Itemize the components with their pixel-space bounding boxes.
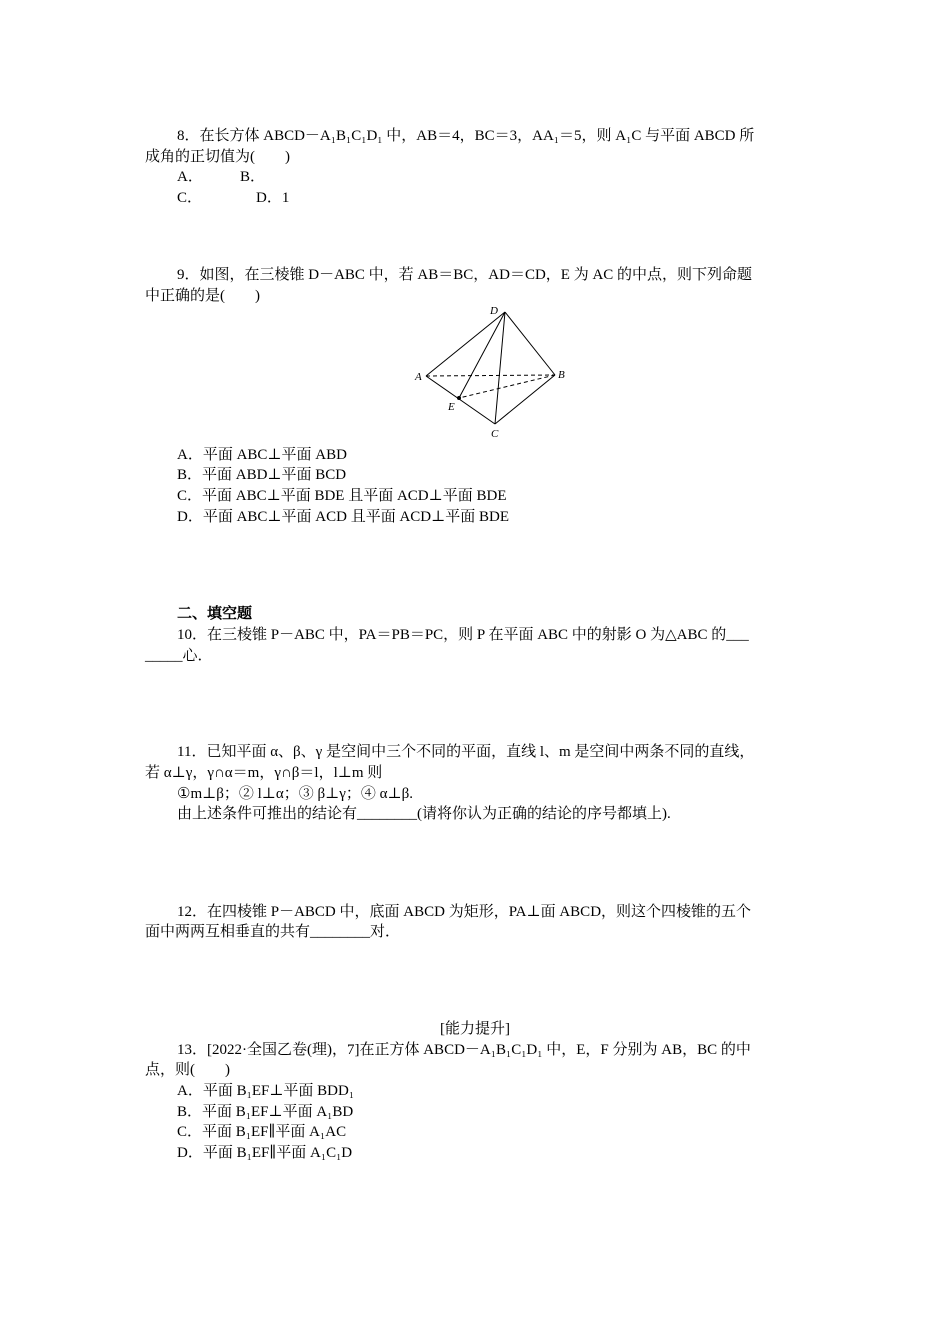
q10-line1: 10．在三棱锥 P－ABC 中，PA＝PB＝PC，则 P 在平面 ABC 中的射影 O 为△ABC 的___ xyxy=(177,627,749,643)
q13-option-a: A．平面 B₁EF⊥平面 BDD₁ xyxy=(177,1083,355,1099)
q9-option-a: A．平面 ABC⊥平面 ABD xyxy=(177,447,347,463)
q13-option-b: B．平面 B₁EF⊥平面 A₁BD xyxy=(177,1104,354,1120)
q10-line2: _____心． xyxy=(145,648,213,664)
label-b: B xyxy=(558,369,565,381)
point-e xyxy=(457,396,461,400)
section-fill-blank-title: 二、填空题 xyxy=(177,606,253,622)
q8-option-a: A． xyxy=(177,169,203,185)
q9-option-b: B．平面 ABD⊥平面 BCD xyxy=(177,467,347,483)
label-e: E xyxy=(448,401,455,413)
q8-option-d: D．1 xyxy=(256,190,290,206)
q9-option-d: D．平面 ABC⊥平面 ACD 且平面 ACD⊥平面 BDE xyxy=(177,509,509,525)
edge-ab-hidden xyxy=(426,375,555,376)
q11-line3: ①m⊥β；② l⊥α；③ β⊥γ；④ α⊥β. xyxy=(177,786,413,802)
q13-option-c: C．平面 B₁EF∥平面 A₁AC xyxy=(177,1124,347,1140)
label-a: A xyxy=(415,371,422,383)
edge-db xyxy=(505,312,555,375)
q8-option-c: C． xyxy=(177,190,203,206)
q11-line2: 若 α⊥γ，γ∩α＝m，γ∩β＝l，l⊥m 则 xyxy=(145,765,383,781)
q13-option-d: D．平面 B₁EF∥平面 A₁C₁D xyxy=(177,1145,353,1161)
q9-option-c: C．平面 ABC⊥平面 BDE 且平面 ACD⊥平面 BDE xyxy=(177,488,507,504)
q8-option-b: B． xyxy=(240,169,266,185)
q9-line2: 中正确的是( ) xyxy=(145,288,260,304)
q12-line1: 12．在四棱锥 P－ABCD 中，底面 ABCD 为矩形，PA⊥面 ABCD，则这个四棱锥的五个 xyxy=(177,904,752,920)
q11-line1: 11．已知平面 α、β、γ 是空间中三个不同的平面，直线 l、m 是空间中两条不同的直线， xyxy=(177,744,755,760)
q12-line2: 面中两两互相垂直的共有________对． xyxy=(145,924,401,940)
q13-line1: 13．[2022·全国乙卷(理)，7]在正方体 ABCD－A₁B₁C₁D₁ 中，E，F 分别为 AB，BC 的中 xyxy=(177,1042,751,1058)
label-c: C xyxy=(491,428,499,440)
q13-line2: 点，则( ) xyxy=(145,1062,230,1078)
tetrahedron-figure xyxy=(410,300,580,445)
q8-line1: 8．在长方体 ABCD－A₁B₁C₁D₁ 中，AB＝4，BC＝3，AA₁＝5，则 A₁C 与平面 ABCD 所 xyxy=(177,128,755,144)
q9-line1: 9．如图，在三棱锥 D－ABC 中，若 AB＝BC，AD＝CD，E 为 AC 的中点，则下列命题 xyxy=(177,267,753,283)
q8-line2: 成角的正切值为( ) xyxy=(145,149,290,165)
label-d: D xyxy=(490,305,498,317)
section-ability-title: [能力提升] xyxy=(440,1021,510,1037)
q11-line4: 由上述条件可推出的结论有________(请将你认为正确的结论的序号都填上). xyxy=(177,806,671,822)
edge-da xyxy=(426,312,505,376)
edge-ac xyxy=(426,376,495,424)
